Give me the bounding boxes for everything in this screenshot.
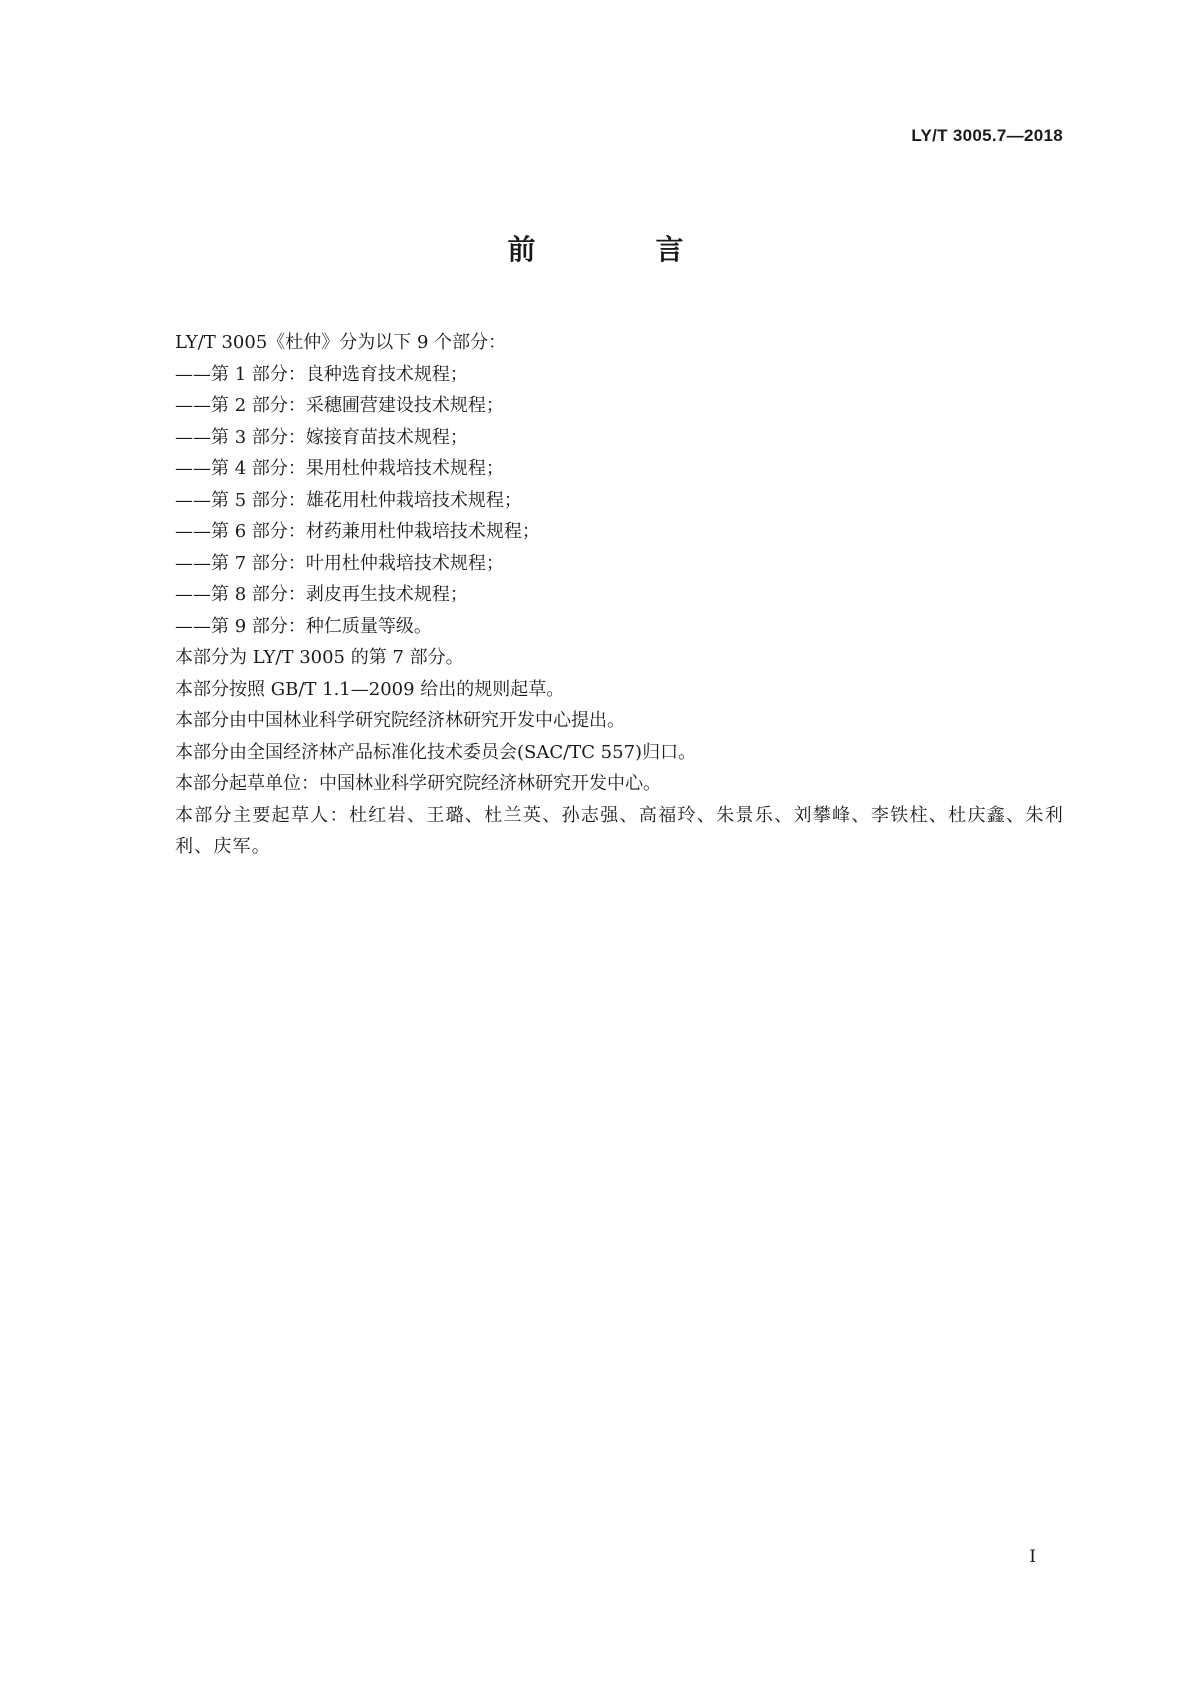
list-item-part-4: ——第 4 部分：果用杜仲栽培技术规程； bbox=[175, 458, 504, 479]
paragraph-intro: LY/T 3005《杜仲》分为以下 9 个部分： bbox=[175, 332, 507, 353]
list-item-part-1: ——第 1 部分：良种选育技术规程； bbox=[175, 363, 468, 385]
list-item-part-2: ——第 2 部分：采穗圃营建设技术规程； bbox=[175, 395, 504, 416]
page-title: 前 言 bbox=[507, 233, 730, 266]
paragraph-drafting-unit: 本部分起草单位：中国林业科学研究院经济林研究开发中心。 bbox=[175, 773, 661, 794]
page-number: I bbox=[1029, 1547, 1036, 1567]
list-item-part-9: ——第 9 部分：种仁质量等级。 bbox=[175, 615, 432, 637]
list-item-part-5: ——第 5 部分：雄花用杜仲栽培技术规程； bbox=[175, 489, 522, 511]
paragraph-part-statement: 本部分为 LY/T 3005 的第 7 部分。 bbox=[175, 647, 464, 668]
list-item-part-6: ——第 6 部分：材药兼用杜仲栽培技术规程； bbox=[175, 521, 540, 542]
list-item-part-8: ——第 8 部分：剥皮再生技术规程； bbox=[175, 584, 468, 605]
paragraph-drafters: 本部分主要起草人：杜红岩、王璐、杜兰英、孙志强、高福玲、朱景乐、刘攀峰、李铁柱、杜庆鑫、朱利利、庆军。 bbox=[175, 804, 1064, 857]
foreword-body bbox=[134, 327, 1064, 863]
paragraph-proposer: 本部分由中国林业科学研究院经济林研究开发中心提出。 bbox=[175, 710, 625, 731]
paragraph-centralized-unit: 本部分由全国经济林产品标准化技术委员会(SAC/TC 557)归口。 bbox=[175, 741, 697, 763]
standard-code: LY/T 3005.7—2018 bbox=[911, 126, 1063, 145]
list-item-part-3: ——第 3 部分：嫁接育苗技术规程； bbox=[175, 426, 468, 448]
list-item-part-7: ——第 7 部分：叶用杜仲栽培技术规程； bbox=[175, 552, 504, 574]
paragraph-drafting-rules: 本部分按照 GB/T 1.1—2009 给出的规则起草。 bbox=[175, 678, 565, 700]
